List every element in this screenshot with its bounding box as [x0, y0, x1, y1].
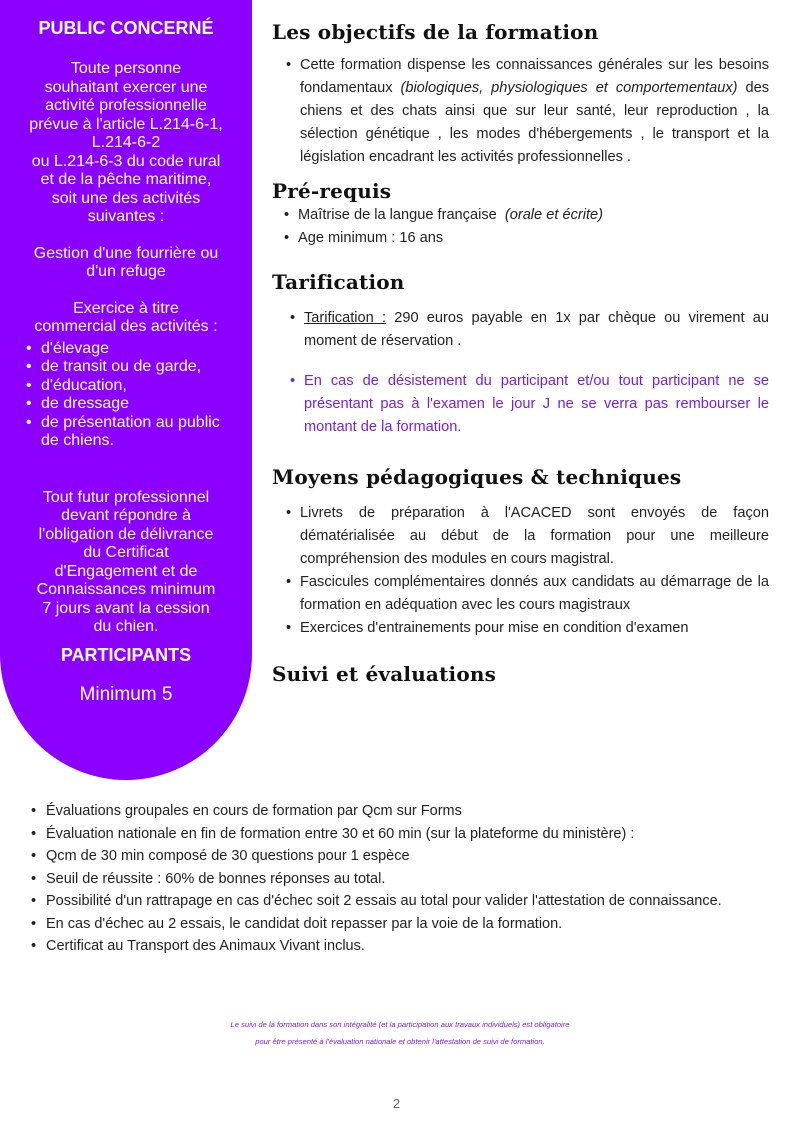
list-item: • Age minimum : 16 ans — [272, 227, 769, 250]
list-item: • En cas d'échec au 2 essais, le candidat doit repasser par la voie de la formation. — [28, 913, 772, 936]
public-concerne-text: Toute personne souhaitant exercer une activité professionnelle prévue à l'article L.214-6-1, L.214-6-2 ou L.214-6-3 du code rural et de la pêche maritime, soit une des activités suivantes : — [29, 60, 223, 225]
list-item: • Cette formation dispense les connaissances générales sur les besoins fondamentaux (biologiques, physiologiques et comportementaux) des chiens et des chats ainsi que sur leur santé, leur reproduction , la sélection génétique , les modes d'hébergements , le transport et la législation encadrant les activités professionnelles . — [272, 54, 769, 169]
suivi-list — [28, 800, 772, 958]
list-item: • d'éducation, — [26, 377, 252, 396]
list-item: • Tarification : 290 euros payable en 1x par chèque ou virement au moment de réservation . — [276, 307, 769, 353]
list-item: • Exercices d'entrainements pour mise en condition d'examen — [272, 617, 769, 640]
objectifs-title: Les objectifs de la formation — [272, 20, 599, 44]
moyens-list — [272, 502, 769, 640]
list-item: • de dressage — [26, 395, 252, 414]
prerequis-title: Pré-requis — [272, 179, 392, 203]
footnote-line-2: pour être présenté à l'évaluation nationale et obtenir l'attestation de suivi de formation. — [255, 1037, 545, 1046]
footnote-line-1: Le suivi de la formation dans son intégralité (et la participation aux travaux individuels) est obligatoire — [230, 1020, 570, 1029]
sidebar-panel — [0, 0, 252, 780]
prerequis-list — [272, 204, 769, 250]
page-number: 2 — [392, 1096, 401, 1111]
participants-title: PARTICIPANTS — [60, 644, 192, 665]
tarification-title: Tarification — [272, 270, 405, 294]
list-item: • de transit ou de garde, — [26, 358, 252, 377]
suivi-title: Suivi et évaluations — [272, 662, 497, 686]
gestion-text: Gestion d'une fourrière ou d'un refuge — [33, 244, 219, 280]
objectifs-list — [272, 54, 769, 169]
activities-list — [0, 340, 252, 451]
list-item: • de présentation au public de chiens. — [26, 414, 252, 451]
list-item: • Évaluation nationale en fin de formation entre 30 et 60 min (sur la plateforme du ministère) : — [28, 823, 772, 846]
list-item: • Certificat au Transport des Animaux Vivant inclus. — [28, 935, 772, 958]
list-item: • Livrets de préparation à l'ACACED sont envoyés de façon dématérialisée au début de la formation pour une meilleure compréhension des modules en cours magistral. — [272, 502, 769, 571]
list-item: • Évaluations groupales en cours de formation par Qcm sur Forms — [28, 800, 772, 823]
list-item: • Fascicules complémentaires donnés aux candidats au démarrage de la formation en adéquation avec les cours magistraux — [272, 571, 769, 617]
participants-value: Minimum 5 — [79, 683, 173, 705]
list-item: • d'élevage — [26, 340, 252, 359]
list-item: • Seuil de réussite : 60% de bonnes réponses au total. — [28, 868, 772, 891]
list-item: • Possibilité d'un rattrapage en cas d'échec soit 2 essais au total pour valider l'attestation de connaissance. — [28, 890, 772, 913]
futur-professionnel-text: Tout futur professionnel devant répondre à l'obligation de délivrance du Certificat d'Engagement et de Connaissances minimum 7 jours avant la cession du chien. — [36, 488, 216, 635]
exercice-text: Exercice à titre commercial des activités : — [34, 299, 218, 335]
moyens-title: Moyens pédagogiques & techniques — [272, 465, 682, 489]
list-item: • Maîtrise de la langue française (orale et écrite) — [272, 204, 769, 227]
list-item: • Qcm de 30 min composé de 30 questions pour 1 espèce — [28, 845, 772, 868]
suivi-section — [28, 800, 772, 958]
tarification-list — [272, 307, 769, 439]
desistement-item: • En cas de désistement du participant et/ou tout participant ne se présentant pas à l'examen le jour J ne se verra pas rembourser le montant de la formation. — [276, 370, 769, 439]
public-concerne-title: PUBLIC CONCERNÉ — [38, 18, 214, 38]
main-content — [272, 20, 769, 686]
